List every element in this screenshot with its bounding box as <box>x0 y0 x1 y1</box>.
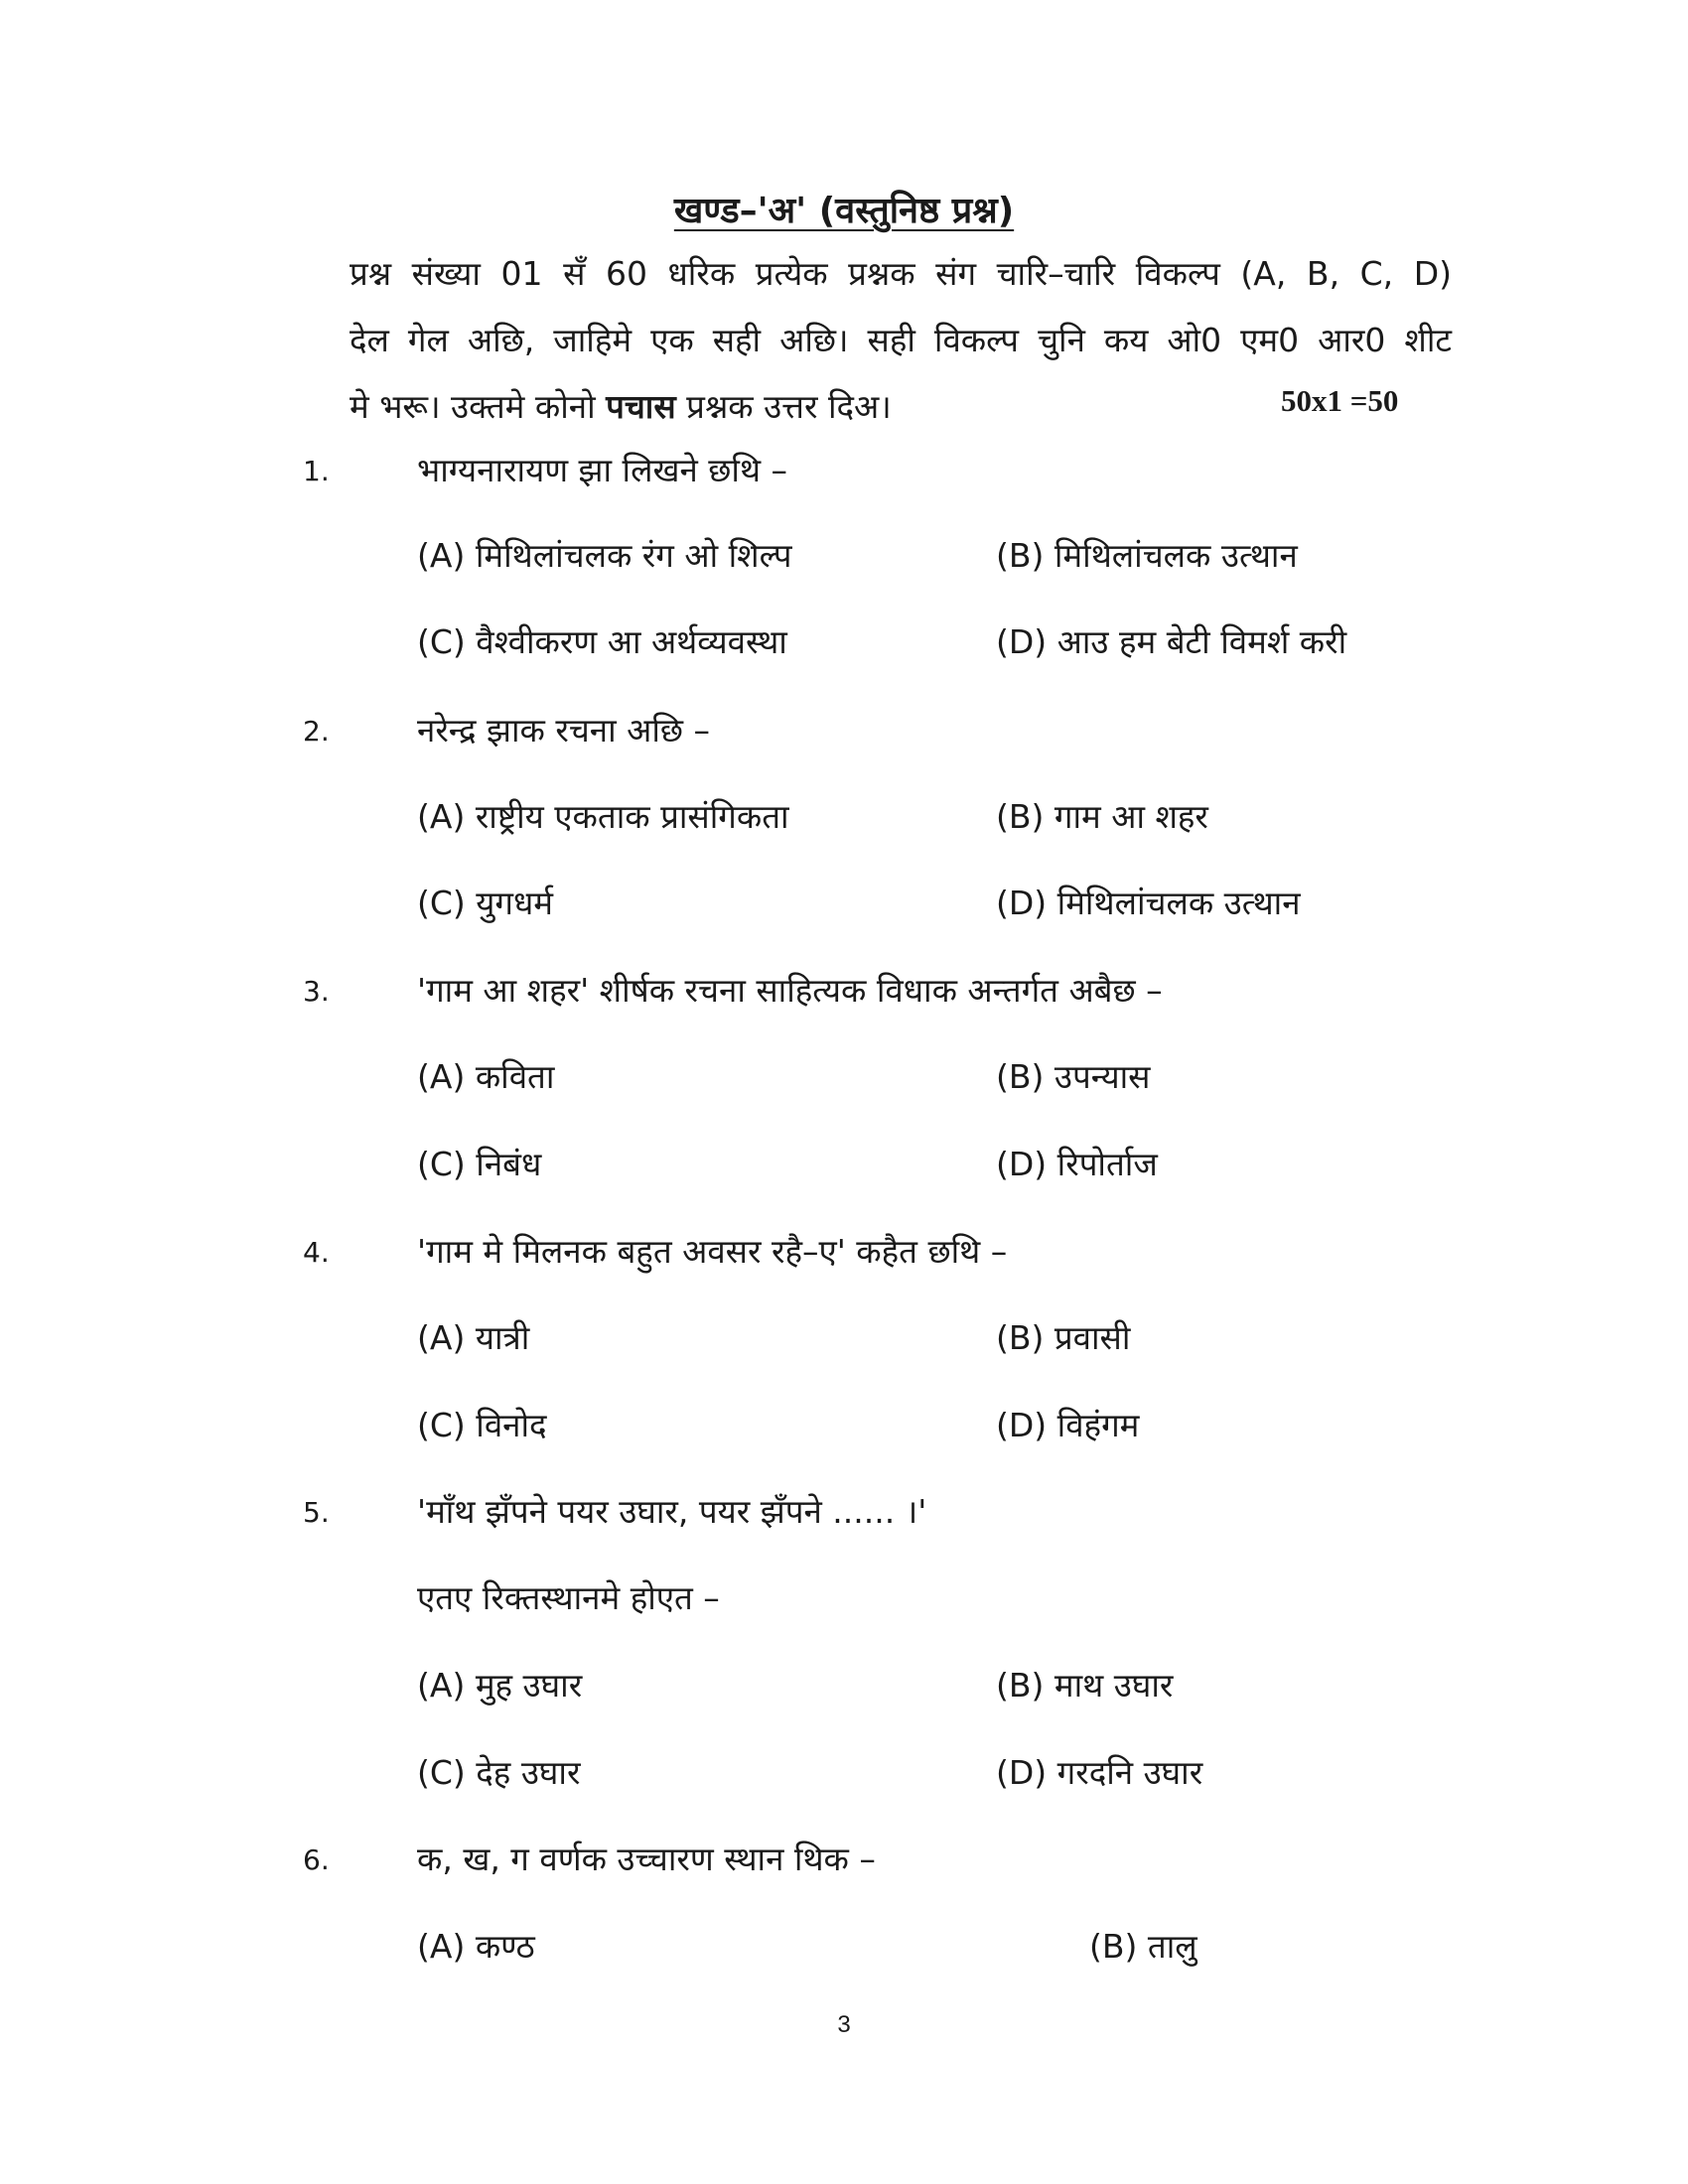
marks-scheme: 50x1 =50 <box>1281 383 1399 418</box>
option-d: (D) मिथिलांचलक उत्थान <box>996 884 1301 922</box>
page-number: 3 <box>837 2011 851 2038</box>
question-number: 6. <box>303 1843 330 1876</box>
option-a: (A) यात्री <box>417 1318 530 1357</box>
option-c: (C) युगधर्म <box>417 884 554 922</box>
option-b: (B) तालु <box>1089 1927 1197 1966</box>
instructions-line-2: देल गेल अछि, जाहिमे एक सही अछि। सही विकल्प चुनि कय ओ0 एम0 आर0 शीट <box>350 321 1452 359</box>
question-text: क, ख, ग वर्णक उच्चारण स्थान थिक – <box>417 1840 876 1878</box>
question-number: 5. <box>303 1496 330 1529</box>
question-number: 1. <box>303 455 330 487</box>
question-number: 3. <box>303 975 330 1008</box>
question-text: भाग्यनारायण झा लिखने छथि – <box>417 451 788 489</box>
option-a: (A) मुह उघार <box>417 1666 583 1705</box>
option-c: (C) देह उघार <box>417 1753 581 1792</box>
question-text: नरेन्द्र झाक रचना अछि – <box>417 711 711 750</box>
question-text: 'माँथ झँपने पयर उघार, पयर झँपने ...... ।' <box>417 1492 927 1531</box>
option-b: (B) मिथिलांचलक उत्थान <box>996 536 1298 575</box>
option-b: (B) माथ उघार <box>996 1666 1174 1705</box>
option-a: (A) कविता <box>417 1057 555 1096</box>
option-c: (C) विनोद <box>417 1406 547 1444</box>
question-number: 2. <box>303 715 330 748</box>
option-a: (A) राष्ट्रीय एकताक प्रासंगिकता <box>417 797 789 836</box>
question-text: 'गाम आ शहर' शीर्षक रचना साहित्यक विधाक अन्तर्गत अबैछ – <box>417 971 1163 1010</box>
question-number: 4. <box>303 1236 330 1269</box>
option-a: (A) कण्ठ <box>417 1927 535 1966</box>
option-b: (B) उपन्यास <box>996 1057 1151 1096</box>
option-b: (B) प्रवासी <box>996 1318 1131 1357</box>
option-d: (D) आउ हम बेटी विमर्श करी <box>996 622 1347 661</box>
option-d: (D) गरदनि उघार <box>996 1753 1203 1792</box>
option-d: (D) रिपोर्ताज <box>996 1145 1158 1183</box>
option-c: (C) निबंध <box>417 1145 542 1183</box>
instructions-line-1: प्रश्न संख्या 01 सँ 60 धरिक प्रत्येक प्रश्नक संग चारि–चारि विकल्प (A, B, C, D) <box>350 254 1452 293</box>
option-b: (B) गाम आ शहर <box>996 797 1208 836</box>
question-text: 'गाम मे मिलनक बहुत अवसर रहै–ए' कहैत छथि – <box>417 1232 1008 1271</box>
option-a: (A) मिथिलांचलक रंग ओ शिल्प <box>417 536 792 575</box>
section-title: खण्ड–'अ' (वस्तुनिष्ठ प्रश्न) <box>673 191 1015 231</box>
emphasis-word: पचास <box>606 387 676 426</box>
question-subtext: एतए रिक्तस्थानमे होएत – <box>417 1578 720 1617</box>
instructions-line-3: मे भरू। उक्तमे कोनो पचास प्रश्नक उत्तर दिअ। <box>350 387 892 426</box>
option-c: (C) वैश्वीकरण आ अर्थव्यवस्था <box>417 622 787 661</box>
option-d: (D) विहंगम <box>996 1406 1140 1444</box>
